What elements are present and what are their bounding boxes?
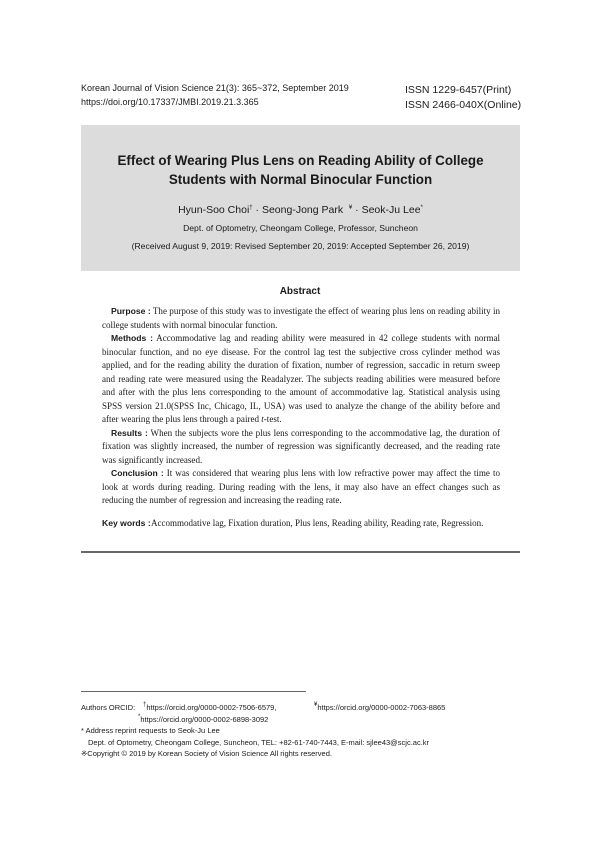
orcid-row-2 [81, 714, 521, 726]
affiliation: Dept. of Optometry, Cheongam College, Professor, Suncheon [183, 223, 418, 233]
author-name: Hyun-Soo Choi [178, 204, 250, 216]
methods-label: Methods : [111, 333, 153, 343]
correspondence-address: Dept. of Optometry, Cheongam College, Suncheon, TEL: +82-61-740-7443, E-mail: sjlee43@scjc.ac.kr [88, 737, 430, 747]
abstract-conclusion [102, 467, 500, 508]
keywords-block [102, 517, 502, 531]
orcid-row-1 [81, 702, 521, 714]
footnotes [81, 702, 521, 760]
orcid-link-2[interactable]: https://orcid.org/0000-0002-7063-8865 [317, 703, 446, 712]
abstract-heading: Abstract [279, 286, 321, 297]
reprint-note: * Address reprint requests to Seok-Ju Lee [81, 726, 220, 735]
orcid-mark: * [138, 713, 141, 720]
orcid-entry-1 [143, 702, 276, 714]
abstract-methods [102, 332, 500, 427]
author-separator: · [355, 204, 359, 216]
author-mark: * [420, 205, 423, 211]
orcid-entry-3 [138, 714, 268, 726]
abstract-purpose [102, 305, 500, 332]
title-line-1: Effect of Wearing Plus Lens on Reading Ability of College [117, 153, 484, 168]
orcid-mark: † [143, 702, 147, 708]
author-mark: † [249, 205, 253, 211]
keywords-label: Key words : [102, 518, 151, 528]
purpose-text: The purpose of this study was to investigate the effect of wearing plus lens on reading ability in college students with normal binocular function. [102, 306, 501, 330]
t-symbol: t [261, 414, 264, 424]
author-list [81, 204, 520, 216]
journal-citation [81, 81, 349, 109]
methods-text-end: -test. [263, 414, 282, 424]
doi-link[interactable]: https://doi.org/10.17337/JMBI.2019.21.3.365 [81, 97, 259, 107]
abstract-results [102, 427, 500, 468]
results-label: Results : [111, 427, 148, 438]
orcid-mark: ¥ [314, 702, 318, 708]
orcid-link-3[interactable]: https://orcid.org/0000-0002-6898-3092 [140, 714, 269, 724]
title-box [81, 125, 520, 271]
copyright-note: ※Copyright © 2019 by Korean Society of Vision Science All rights reserved. [81, 749, 332, 758]
issn-print: ISSN 1229-6457(Print) [405, 84, 512, 96]
issn-online: ISSN 2466-040X(Online) [405, 99, 522, 111]
section-divider [81, 551, 520, 553]
orcid-label: Authors ORCID: [81, 703, 136, 712]
methods-text: Accommodative lag and reading ability were measured in 42 college students with normal binocular function, and no eye disease. For the control lag test the subjective cross cylinder method was applied, and for the reading ability the duration of fixation, number of regression, saccadic in return sweep and reading rate were measured using the Readalyzer. The subjects reading abilities were measured before and after with the plus lens corresponding to the amount of accommodative lag. Statistical analysis using SPSS version 21.0(SPSS Inc, Chicago, IL, USA) was used to analyze the change of the ability before and after wearing the plus lens through a paired [102, 333, 501, 424]
journal-line: Korean Journal of Vision Science 21(3): 365~372, September 2019 [81, 83, 349, 93]
author-mark: ᅠ¥ [343, 205, 353, 211]
orcid-link-1[interactable]: https://orcid.org/0000-0002-7506-6579, [146, 703, 277, 712]
received-dates: (Received August 9, 2019: Revised September 20, 2019: Accepted September 26, 2019) [131, 241, 470, 251]
abstract-body [102, 305, 500, 508]
purpose-label: Purpose : [111, 306, 151, 316]
keywords-text: Accommodative lag, Fixation duration, Plus lens, Reading ability, Reading rate, Regression. [151, 518, 484, 528]
author-separator: · [255, 204, 260, 216]
author-name: Seok-Ju Lee [361, 204, 421, 216]
results-text: When the subjects wore the plus lens corresponding to the accommodative lag, the duration of fixation was slightly increased, the number of regression was significantly decreased, and the reading rate was significantly increased. [102, 427, 500, 465]
paper-title [81, 151, 520, 189]
orcid-entry-2 [314, 702, 445, 714]
title-line-2: Students with Normal Binocular Function [168, 172, 433, 187]
conclusion-text: It was considered that wearing plus lens with low refractive power may affect the time to look at words during reading. During reading with the lens, it may also have an effect changes such as reducing the number of regression and increasing the reading rate. [102, 468, 500, 505]
issn-block [405, 83, 521, 113]
author-name: Seong-Jong Park [261, 204, 344, 216]
footnote-divider [81, 691, 306, 692]
conclusion-label: Conclusion : [111, 468, 164, 478]
